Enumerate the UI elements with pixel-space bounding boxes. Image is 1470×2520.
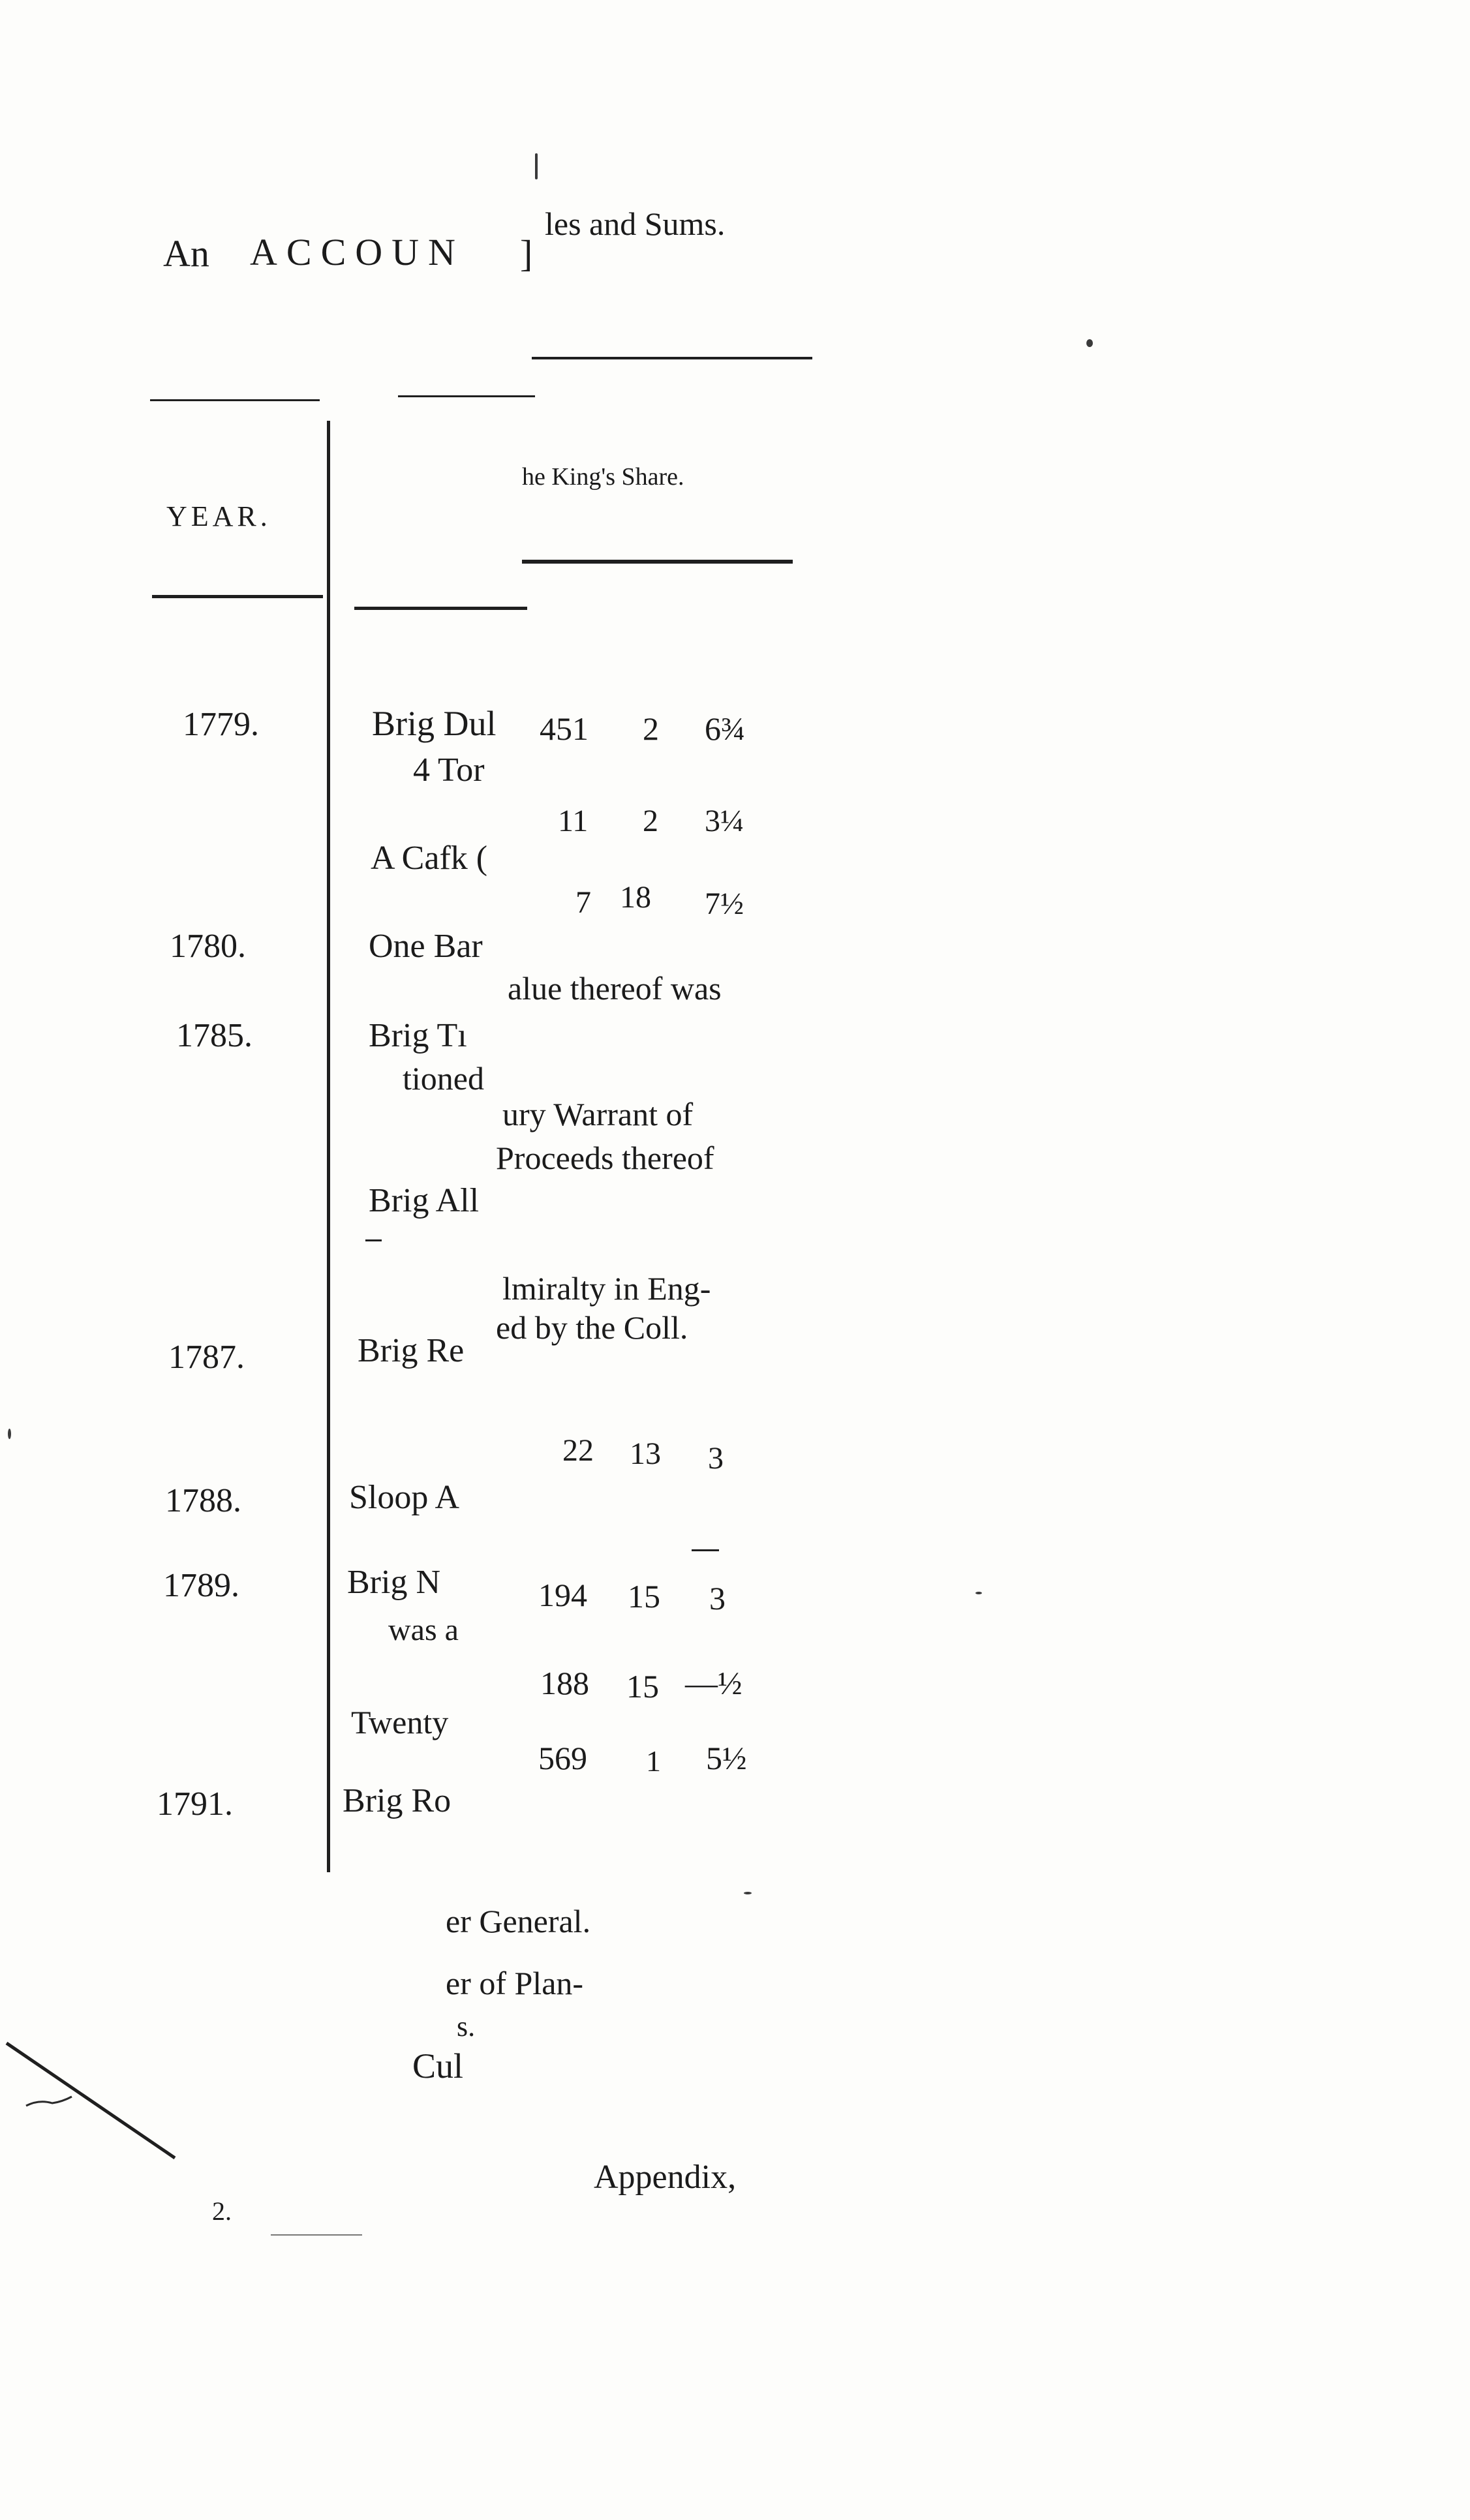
amount-1788-pence: 3 (708, 1441, 724, 1476)
year-1780: 1780. (170, 928, 246, 965)
amount-1780-shillings: 18 (620, 880, 651, 915)
amount-twenty-pounds: 188 (540, 1665, 589, 1701)
amount-1789-pence: 3 (709, 1580, 726, 1617)
table-header-share: he King's Share. (522, 463, 684, 491)
signature-line-3: s. (457, 2011, 476, 2042)
signature-line-2: er of Plan- (446, 1965, 584, 2001)
amount-1788-pounds: 22 (562, 1433, 594, 1468)
table-top-rule-right (398, 395, 535, 397)
heading-prefix: An (163, 232, 209, 275)
amount-1788-shillings: 13 (630, 1436, 661, 1471)
diagonal-pen-stroke (0, 2035, 209, 2166)
row-1789-line-1: Brig N (347, 1564, 440, 1601)
row-1780-line-1: One Bar (369, 928, 483, 965)
row-1787-line-1: Brig Re (358, 1332, 465, 1369)
ink-speck (1086, 339, 1093, 347)
fragment-proceeds-thereof: Proceeds thereof (496, 1140, 714, 1176)
header-rule-share (522, 560, 793, 564)
amount-1779-pence: 6¾ (705, 710, 746, 747)
heading-account-word: ACCOUN (250, 231, 465, 273)
row-1788-line-1: Sloop A (349, 1479, 460, 1516)
row-1785-line-1: Brig Tı (369, 1017, 467, 1054)
amount-cask-shillings: 2 (643, 804, 658, 838)
amount-1791-shillings: 1 (646, 1744, 661, 1778)
ink-speck (8, 1429, 11, 1439)
year-1785: 1785. (176, 1017, 253, 1054)
year-1787: 1787. (168, 1339, 245, 1376)
amount-1789-shillings: 15 (628, 1578, 660, 1615)
header-rule-desc (354, 607, 527, 610)
fragment-value-thereof: alue thereof was (508, 970, 722, 1007)
amount-1780-pence: 7½ (705, 887, 744, 921)
row-1779-line-1: Brig Dul (372, 704, 497, 743)
row-1779-line-2: 4 Tor (413, 751, 485, 789)
dash-mark (365, 1239, 382, 1241)
year-1788: 1788. (165, 1482, 241, 1519)
year-1791: 1791. (157, 1785, 233, 1823)
fragment-treasury-warrant: ury Warrant of (502, 1096, 694, 1132)
amount-twenty-shillings: 15 (626, 1668, 659, 1705)
row-1789-line-2: was a (388, 1613, 459, 1647)
year-1779: 1779. (183, 706, 259, 743)
signature-mark: 2. (212, 2196, 232, 2226)
amount-cask-pounds: 11 (558, 804, 589, 838)
amount-1780-pounds: 7 (575, 885, 591, 920)
amount-cask-pence: 3¼ (705, 804, 744, 838)
row-1791-line-1: Brig Ro (343, 1782, 452, 1819)
row-cask-line-1: A Cafk ( (371, 840, 488, 877)
amount-1779-shillings: 2 (643, 710, 659, 747)
table-column-divider (327, 421, 330, 1872)
heading-rule (532, 357, 812, 359)
row-all-line-1: Brig All (369, 1182, 480, 1219)
rule-before-1789 (692, 1549, 719, 1551)
row-1785-line-2: tioned (403, 1060, 484, 1097)
heading-title-tail: les and Sums. (545, 205, 726, 242)
fragment-collector: ed by the Coll. (496, 1309, 688, 1346)
year-1789: 1789. (163, 1567, 239, 1604)
amount-1789-pounds: 194 (538, 1577, 587, 1613)
table-top-rule-left (150, 399, 320, 401)
heading-glyph: ] (520, 232, 533, 275)
table-header-year: YEAR. (166, 500, 271, 532)
fragment-admiralty: lmiralty in Eng- (502, 1270, 711, 1307)
signature-line-4: Cul (412, 2046, 464, 2086)
ink-speck (975, 1592, 982, 1594)
signature-mark-dash (271, 2234, 362, 2236)
signature-line-1: er General. (446, 1903, 591, 1939)
amount-1779-pounds: 451 (540, 710, 589, 747)
catchword: Appendix, (594, 2159, 737, 2196)
header-rule-year (152, 595, 323, 598)
row-twenty-line-1: Twenty (351, 1704, 449, 1740)
ink-speck (535, 153, 538, 179)
ink-speck (744, 1892, 752, 1894)
amount-1791-pence: 5½ (706, 1740, 747, 1776)
amount-twenty-pence: —½ (685, 1665, 743, 1701)
amount-1791-pounds: 569 (538, 1740, 587, 1776)
